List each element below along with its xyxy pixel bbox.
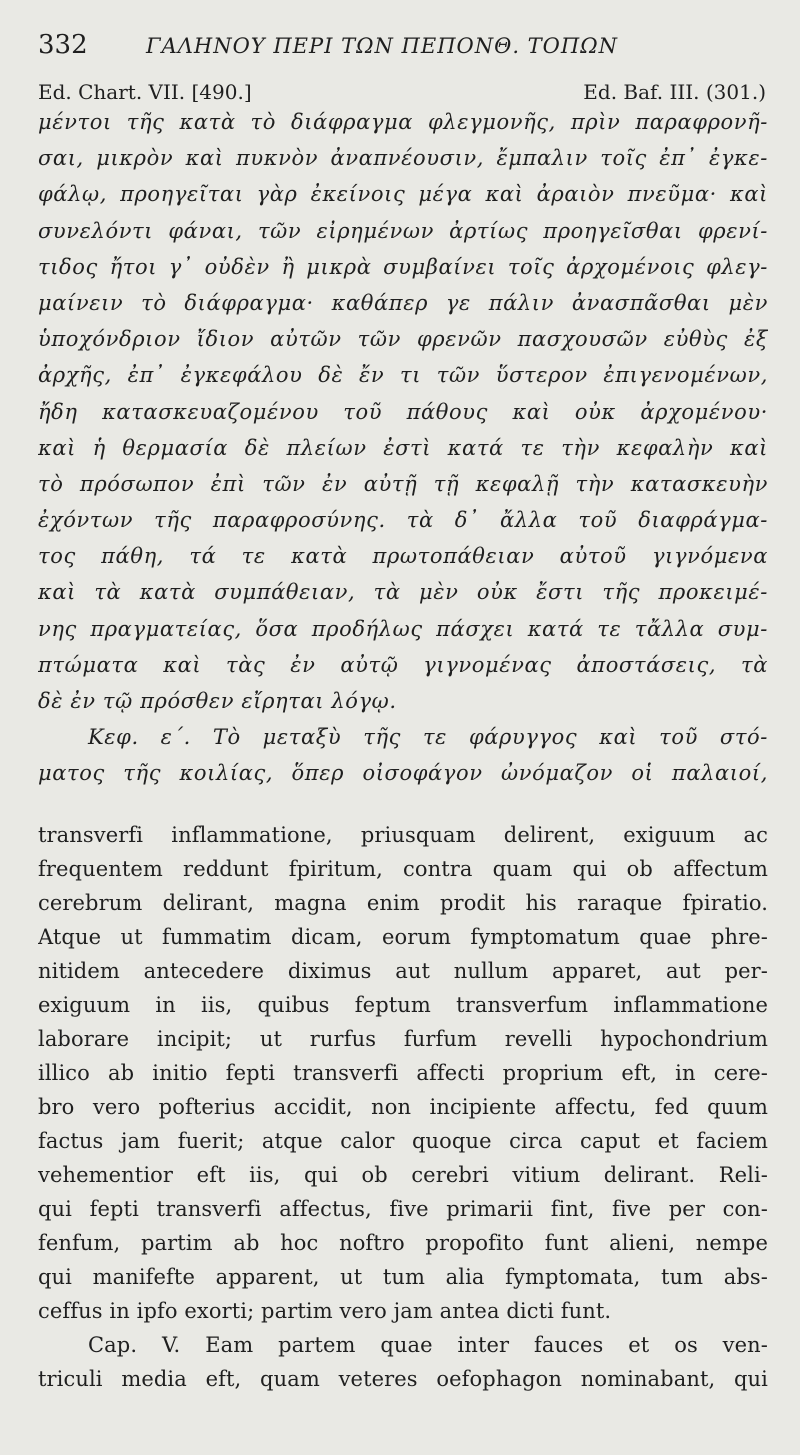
- greek-line: ὑποχόνδριον ἴδιον αὐτῶν τῶν φρενῶν πασχουσῶν εὐθὺς ἐξ: [38, 327, 768, 352]
- running-title: ΓΑΛΗΝΟΥ ΠΕΡΙ ΤΩΝ ΠΕΠΟΝΘ. ΤΟΠΩΝ: [146, 34, 618, 58]
- latin-line: nitidem antecedere diximus aut nullum apparet, aut per-: [38, 959, 768, 983]
- latin-line: bro vero pofterius accidit, non incipiente affectu, fed quum: [38, 1095, 768, 1119]
- greek-line: συνελόντι φάναι, τῶν εἰρημένων ἀρτίως προηγεῖσθαι φρενί-: [38, 218, 768, 243]
- greek-text: [38, 104, 768, 792]
- latin-line: exiguum in iis, quibus feptum transverfum inflammatione: [38, 993, 768, 1017]
- latin-line: qui fepti transverfi affectus, five primarii fint, five per con-: [38, 1197, 768, 1221]
- latin-line: transverfi inflammatione, priusquam delirent, exiguum ac: [38, 823, 768, 847]
- greek-line: καὶ ἡ θερμασία δὲ πλείων ἐστὶ κατά τε τὴν κεφαλὴν καὶ: [38, 435, 768, 460]
- greek-line: μέντοι τῆς κατὰ τὸ διάφραγμα φλεγμονῆς, πρὶν παραφρονῆ-: [38, 110, 768, 134]
- edition-reference-right: Ed. Baf. III. (301.): [583, 80, 766, 104]
- greek-line: τὸ πρόσωπον ἐπὶ τῶν ἐν αὐτῇ τῇ κεφαλῇ τὴν κατασκευὴν: [38, 471, 768, 496]
- greek-line: νης πραγματείας, ὅσα προδήλως πάσχει κατά τε τἄλλα συμ-: [38, 616, 768, 641]
- latin-line: cerebrum delirant, magna enim prodit his raraque fpiratio.: [38, 891, 768, 915]
- greek-line: φάλῳ, προηγεῖται γὰρ ἐκείνοις μέγα καὶ ἀραιὸν πνεῦμα· καὶ: [38, 182, 768, 207]
- latin-line: vehementior eft iis, qui ob cerebri vitium delirant. Reli-: [38, 1163, 768, 1187]
- greek-line: δὲ ἐν τῷ πρόσθεν εἴρηται λόγῳ.: [38, 689, 397, 713]
- latin-line: factus jam fuerit; atque calor quoque circa caput et faciem: [38, 1129, 768, 1153]
- latin-text: [38, 818, 768, 1396]
- greek-line: ἤδη κατασκευαζομένου τοῦ πάθους καὶ οὐκ ἀρχομένου·: [38, 399, 768, 424]
- latin-line: illico ab initio fepti transverfi affecti proprium eft, in cere-: [38, 1061, 768, 1085]
- latin-line: fenfum, partim ab hoc noftro propofito funt alieni, nempe: [38, 1231, 768, 1255]
- page-number: 332: [38, 30, 88, 60]
- latin-line: frequentem reddunt fpiritum, contra quam qui ob affectum: [38, 857, 768, 881]
- greek-line: ἐχόντων τῆς παραφροσύνης. τὰ δ᾽ ἄλλα τοῦ διαφράγμα-: [38, 508, 768, 533]
- greek-line: σαι, μικρὸν καὶ πυκνὸν ἀναπνέουσιν, ἔμπαλιν τοῖς ἐπ᾽ ἐγκε-: [38, 146, 768, 171]
- greek-chapter-heading-line: Κεφ. ε΄. Τὸ μεταξὺ τῆς τε φάρυγγος καὶ τοῦ στό-: [88, 725, 768, 750]
- greek-line: πτώματα καὶ τὰς ἐν αὐτῷ γιγνομένας ἀποστάσεις, τὰ: [38, 652, 768, 677]
- latin-line: triculi media eft, quam veteres oefophagon nominabant, qui: [38, 1367, 768, 1391]
- greek-line: ἀρχῆς, ἐπ᾽ ἐγκεφάλου δὲ ἔν τι τῶν ὕστερον ἐπιγενομένων,: [38, 363, 768, 388]
- latin-line: ceffus in ipfo exorti; partim vero jam antea dicti funt.: [38, 1299, 612, 1323]
- latin-chapter-heading-line: Cap. V. Eam partem quae inter fauces et os ven-: [88, 1333, 768, 1357]
- greek-line: καὶ τὰ κατὰ συμπάθειαν, τὰ μὲν οὐκ ἔστι τῆς προκειμέ-: [38, 580, 768, 605]
- greek-line: μαίνειν τὸ διάφραγμα· καθάπερ γε πάλιν ἀνασπᾶσθαι μὲν: [38, 290, 768, 315]
- edition-reference-left: Ed. Chart. VII. [490.]: [38, 80, 252, 104]
- latin-line: qui manifefte apparent, ut tum alia fymptomata, tum abs-: [38, 1265, 768, 1289]
- greek-line: ματος τῆς κοιλίας, ὅπερ οἰσοφάγον ὠνόμαζον οἱ παλαιοί,: [38, 761, 768, 786]
- latin-line: laborare incipit; ut rurfus furfum revelli hypochondrium: [38, 1027, 768, 1051]
- latin-line: Atque ut fummatim dicam, eorum fymptomatum quae phre-: [38, 925, 768, 949]
- greek-line: τιδος ἤτοι γ᾽ οὐδὲν ἢ μικρὰ συμβαίνει τοῖς ἀρχομένοις φλεγ-: [38, 254, 768, 279]
- page-header: [38, 30, 738, 64]
- greek-line: τος πάθη, τά τε κατὰ πρωτοπάθειαν αὐτοῦ γιγνόμενα: [38, 544, 768, 569]
